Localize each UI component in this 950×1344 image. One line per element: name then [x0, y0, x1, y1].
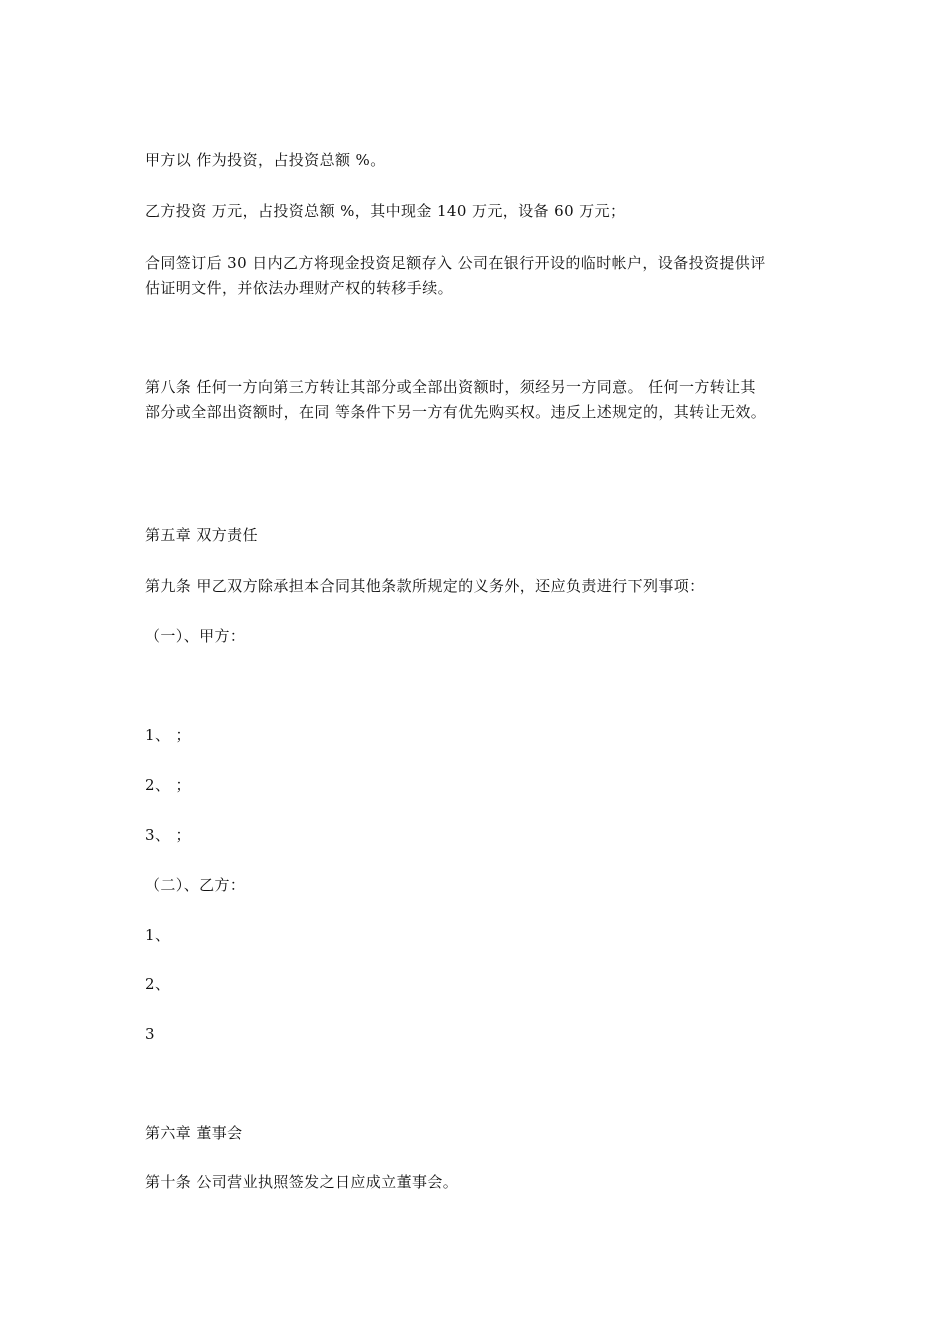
party-a-item-3: 3、 ；: [145, 826, 191, 844]
party-b-item-1: 1、: [145, 926, 171, 944]
party-b-item-3: 3: [145, 1025, 155, 1043]
party-a-item-2: 2、 ；: [145, 776, 191, 794]
article-8-line-1: 第八条 任何一方向第三方转让其部分或全部出资额时，须经另一方同意。 任何一方转让其: [145, 378, 756, 396]
party-b-heading: （二）、乙方：: [145, 876, 246, 894]
paragraph-cash-deposit-line-1: 合同签订后 30 日内乙方将现金投资足额存入 公司在银行开设的临时帐户，设备投资提供评: [145, 254, 766, 272]
party-b-item-2: 2、: [145, 975, 171, 993]
chapter-5-heading: 第五章 双方责任: [145, 526, 258, 544]
chapter-6-heading: 第六章 董事会: [145, 1124, 243, 1142]
paragraph-party-a-investment: 甲方以 作为投资，占投资总额 %。: [145, 151, 386, 169]
party-a-item-1: 1、 ；: [145, 726, 191, 744]
paragraph-cash-deposit-line-2: 估证明文件，并依法办理财产权的转移手续。: [145, 279, 454, 297]
article-10: 第十条 公司营业执照签发之日应成立董事会。: [145, 1173, 459, 1191]
paragraph-party-b-investment: 乙方投资 万元，占投资总额 %，其中现金 140 万元，设备 60 万元；: [145, 202, 626, 220]
party-a-heading: （一）、甲方：: [145, 627, 246, 645]
article-9: 第九条 甲乙双方除承担本合同其他条款所规定的义务外，还应负责进行下列事项：: [145, 577, 705, 595]
article-8-line-2: 部分或全部出资额时，在同 等条件下另一方有优先购买权。违反上述规定的，其转让无效。: [145, 403, 767, 421]
